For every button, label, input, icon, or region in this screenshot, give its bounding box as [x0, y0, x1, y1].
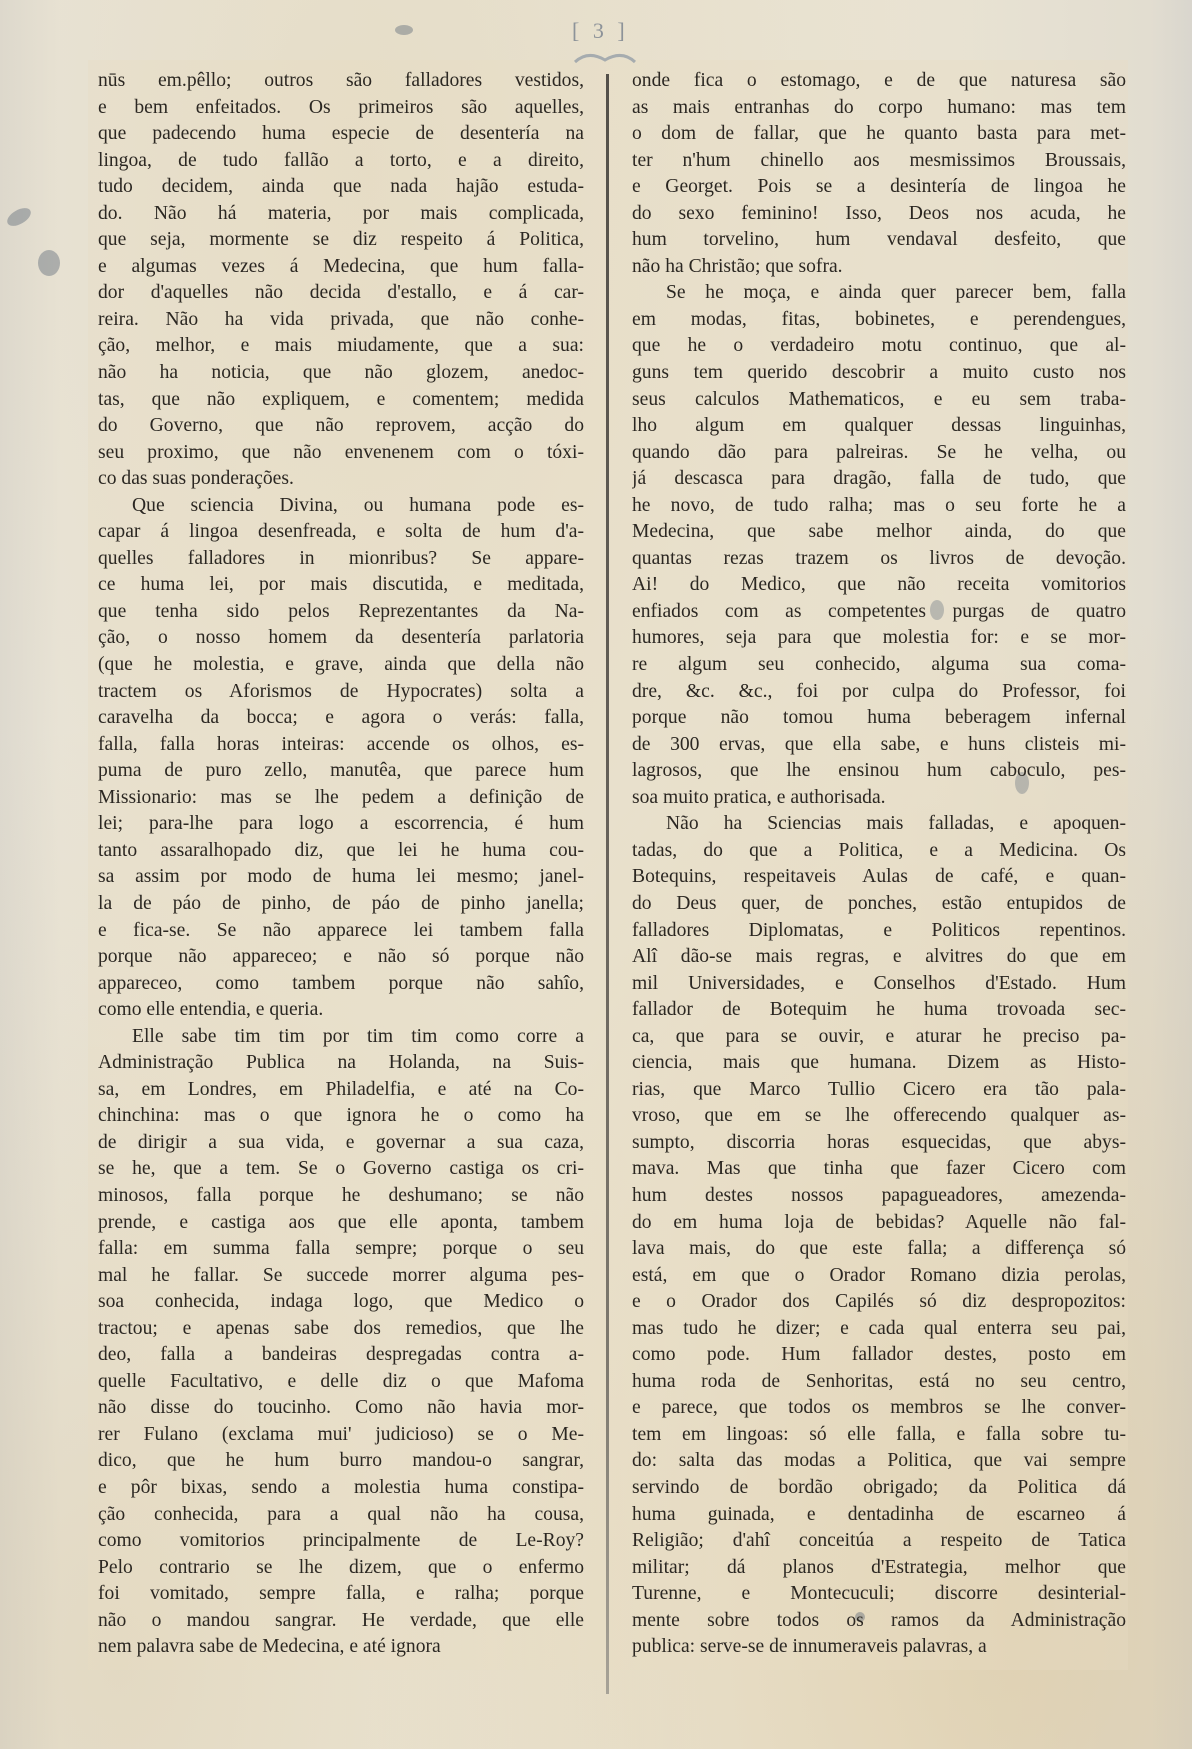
- text-line: porque não appareceo; e não só porque não: [98, 946, 584, 968]
- text-line: ção conhecida, para a qual não ha cousa,: [98, 1503, 584, 1525]
- text-line: lingoa, de tudo fallão a torto, e a direito,: [98, 149, 584, 171]
- text-line: minosos, falla porque he deshumano; se não: [98, 1184, 584, 1206]
- text-line: e bem enfeitados. Os primeiros são aquelles,: [98, 96, 584, 118]
- text-line: quelles falladores in mionribus? Se appare-: [98, 547, 584, 569]
- text-line: ca, que para se ouvir, e aturar he preciso pa-: [632, 1025, 1126, 1047]
- text-line: do sexo feminino! Isso, Deos nos acuda, he: [632, 202, 1126, 224]
- text-line: do Deus quer, de ponches, estão entupidos de: [632, 892, 1126, 914]
- text-line: e fica-se. Se não apparece lei tambem falla: [98, 919, 584, 941]
- text-line: não disse do toucinho. Como não havia mor-: [98, 1397, 584, 1419]
- text-line: mas tudo he dizer; e cada qual enterra seu pai,: [632, 1317, 1126, 1339]
- ink-stain: [4, 204, 34, 229]
- text-line: de dirigir a sua vida, e governar a sua caza,: [98, 1131, 584, 1153]
- text-line: seu proximo, que não envenenem com o tóxi-: [98, 441, 584, 463]
- text-line: publica: serve-se de innumeraveis palavras, a: [632, 1636, 987, 1658]
- text-line: do. Não há materia, por mais complicada,: [98, 202, 584, 224]
- text-line: humores, seja para que molestia for: e se mor-: [632, 627, 1126, 649]
- text-line: servindo de bordão obrigado; da Politica dá: [632, 1476, 1126, 1498]
- text-line: ção, melhor, e mais miudamente, que a sua:: [98, 335, 584, 357]
- text-line: mil Universidades, e Conselhos d'Estado. Hum: [632, 972, 1126, 994]
- text-line: co das suas ponderações.: [98, 468, 294, 490]
- text-line: sa assim por modo de huma lei mesmo; janel-: [98, 866, 584, 888]
- text-line: de 300 ervas, que ella sabe, e huns clisteis mi-: [632, 733, 1126, 755]
- text-line: o dom de fallar, que he quanto basta para met-: [632, 123, 1126, 145]
- text-line: que seja, mormente se diz respeito á Politica,: [98, 229, 584, 251]
- text-line: hum torvelino, hum vendaval desfeito, que: [632, 229, 1126, 251]
- text-line: rias, que Marco Tullio Cicero era tão pala-: [632, 1078, 1126, 1100]
- ink-flourish-icon: [570, 48, 640, 68]
- ink-stain: [395, 25, 413, 35]
- text-line: do: salta das modas a Politica, que vai sempre: [632, 1450, 1126, 1472]
- text-line: já descasca para dragão, falla de tudo, que: [632, 468, 1126, 490]
- text-line: Medecina, que sabe melhor ainda, do que: [632, 521, 1126, 543]
- text-line: não o mandou sangrar. He verdade, que elle: [98, 1609, 584, 1631]
- text-line: reira. Não ha vida privada, que não conhe-: [98, 308, 584, 330]
- text-line: tractou; e apenas sabe dos remedios, que lhe: [98, 1317, 584, 1339]
- text-line: falla: em summa falla sempre; porque o seu: [98, 1238, 584, 1260]
- text-line: hum destes nossos papagueadores, amezenda-: [632, 1184, 1126, 1206]
- text-line: lho algum em qualquer dessas linguinhas,: [632, 415, 1126, 437]
- text-line: vroso, que em se lhe offerecendo qualquer as-: [632, 1105, 1126, 1127]
- text-line: mava. Mas que tinha que fazer Cicero com: [632, 1158, 1126, 1180]
- text-line: Elle sabe tim tim por tim tim como corre a: [132, 1025, 584, 1047]
- column-divider: [606, 74, 609, 1694]
- text-line: falladores Diplomatas, e Politicos repentinos.: [632, 919, 1126, 941]
- text-line: Turenne, e Montecuculi; discorre desinterial-: [632, 1583, 1126, 1605]
- text-line: em modas, fitas, bobinetes, e perendengues,: [632, 308, 1126, 330]
- text-line: tem em lingoas: só elle falla, e falla sobre tu-: [632, 1423, 1126, 1445]
- text-line: e algumas vezes á Medecina, que hum falla-: [98, 255, 584, 277]
- text-line: chinchina: mas o que ignora he o como ha: [98, 1105, 584, 1127]
- text-line: capar á lingoa desenfreada, e solta de hum d'a-: [98, 521, 584, 543]
- text-line: ciencia, mais que humana. Dizem as Histo-: [632, 1052, 1126, 1074]
- text-line: soa conhecida, indaga logo, que Medico o: [98, 1291, 584, 1313]
- text-line: fallador de Botequim he huma trovoada sec-: [632, 999, 1126, 1021]
- text-line: guns tem querido descobrir a muito custo nos: [632, 362, 1126, 384]
- text-line: onde fica o estomago, e de que naturesa são: [632, 70, 1126, 91]
- text-line: deo, falla a bandeiras despregadas contra a-: [98, 1344, 584, 1366]
- text-line: militar; dá planos d'Estrategia, melhor que: [632, 1556, 1126, 1578]
- text-line: e parece, que todos os membros se lhe conver-: [632, 1397, 1126, 1419]
- text-line: (que he molestia, e grave, ainda que della não: [98, 654, 584, 676]
- text-line: soa muito pratica, e authorisada.: [632, 786, 886, 808]
- text-line: tas, que não expliquem, e comentem; medida: [98, 388, 584, 410]
- text-line: Pelo contrario se lhe dizem, que o enfermo: [98, 1556, 584, 1578]
- text-line: dor d'aquelles não decida d'estallo, e á car-: [98, 282, 584, 304]
- text-line: está, em que o Orador Romano dizia perolas,: [632, 1264, 1126, 1286]
- text-line: porque não tomou huma beberagem infernal: [632, 707, 1126, 729]
- text-line: e Georget. Pois se a desintería de lingoa he: [632, 176, 1126, 198]
- text-line: nūs em.pêllo; outros são falladores vestidos,: [98, 70, 584, 91]
- text-line: rer Fulano (exclama mui' judicioso) se o Me-: [98, 1423, 584, 1445]
- text-line: tudo decidem, ainda que nada hajão estuda-: [98, 176, 584, 198]
- page-number: [ 3 ]: [572, 18, 629, 43]
- text-line: prende, e castiga aos que elle aponta, tambem: [98, 1211, 584, 1233]
- text-line: dre, &c. &c., foi por culpa do Professor, foi: [632, 680, 1126, 702]
- text-line: do em huma loja de bebidas? Aquelle não fal-: [632, 1211, 1126, 1233]
- text-line: mal he fallar. Se succede morrer alguma pes-: [98, 1264, 584, 1286]
- text-line: que tenha sido pelos Reprezentantes da Na-: [98, 600, 584, 622]
- text-line: quelle Facultativo, e delle diz o que Mafoma: [98, 1370, 584, 1392]
- text-line: como elle entendia, e queria.: [98, 999, 324, 1021]
- text-line: Missionario: mas se lhe pedem a definição de: [98, 786, 584, 808]
- text-line: re algum seu conhecido, alguma sua coma-: [632, 654, 1126, 676]
- text-line: Ai! do Medico, que não receita vomitorios: [632, 574, 1126, 596]
- text-line: como pode. Hum fallador destes, posto em: [632, 1344, 1126, 1366]
- text-line: caravelha da bocca; e agora o verás: falla,: [98, 707, 584, 729]
- text-line: e pôr bixas, sendo a molestia huma constipa-: [98, 1476, 584, 1498]
- text-line: mente sobre todos os ramos da Administração: [632, 1609, 1126, 1631]
- text-line: la de páo de pinho, de páo de pinho janella;: [98, 892, 584, 914]
- text-line: se he, que a tem. Se o Governo castiga os cri-: [98, 1158, 584, 1180]
- text-line: ter n'hum chinello aos mesmissimos Broussais,: [632, 149, 1126, 171]
- text-line: enfiados com as competentes purgas de quatro: [632, 600, 1126, 622]
- text-line: huma guinada, e dentadinha de escarneo á: [632, 1503, 1126, 1525]
- right-column: [632, 68, 1126, 1661]
- text-line: ce huma lei, por mais discutida, e meditada,: [98, 574, 584, 596]
- text-line: puma de puro zello, manutêa, que parece hum: [98, 760, 584, 782]
- text-line: lava mais, do que este falla; a differença só: [632, 1238, 1126, 1260]
- text-line: Não ha Sciencias mais falladas, e apoquen-: [666, 813, 1126, 835]
- text-line: tanto assaralhopado diz, que lei he huma cou-: [98, 839, 584, 861]
- text-line: Administração Publica na Holanda, na Suis-: [98, 1052, 584, 1074]
- text-line: que he o verdadeiro motu continuo, que al-: [632, 335, 1126, 357]
- text-line: foi vomitado, sempre falla, e ralha; porque: [98, 1583, 584, 1605]
- text-line: Que sciencia Divina, ou humana pode es-: [132, 494, 584, 516]
- text-line: appareceo, como tambem porque não sahîo,: [98, 972, 584, 994]
- left-column: [98, 68, 584, 1661]
- text-line: he novo, de tudo ralha; mas o seu forte he a: [632, 494, 1126, 516]
- text-line: sa, em Londres, em Philadelfia, e até na Co-: [98, 1078, 584, 1100]
- text-line: quando dão para palreiras. Se he velha, ou: [632, 441, 1126, 463]
- text-line: não ha noticia, que não glozem, anedoc-: [98, 362, 584, 384]
- text-line: que padecendo huma especie de desentería na: [98, 123, 584, 145]
- text-line: huma roda de Senhoritas, está no seu centro,: [632, 1370, 1126, 1392]
- text-line: como vomitorios principalmente de Le-Roy?: [98, 1530, 584, 1552]
- ink-stain: [38, 250, 60, 276]
- text-line: Botequins, respeitaveis Aulas de café, e quan-: [632, 866, 1126, 888]
- text-line: tadas, do que a Politica, e a Medicina. Os: [632, 839, 1126, 861]
- text-line: e o Orador dos Capilés só diz despropozitos:: [632, 1291, 1126, 1313]
- text-line: Religião; d'ahî conceitúa a respeito de Tatica: [632, 1530, 1126, 1552]
- text-line: dico, que he hum burro mandou-o sangrar,: [98, 1450, 584, 1472]
- text-line: lei; para-lhe para logo a escorrencia, é hum: [98, 813, 584, 835]
- text-line: tractem os Aforismos de Hypocrates) solta a: [98, 680, 584, 702]
- text-line: lagrosos, que lhe ensinou hum caboculo, pes-: [632, 760, 1126, 782]
- text-line: do Governo, que não reprovem, acção do: [98, 415, 584, 437]
- text-line: Alî dão-se mais regras, e alvitres do que em: [632, 946, 1126, 968]
- text-line: as mais entranhas do corpo humano: mas tem: [632, 96, 1126, 118]
- text-line: nem palavra sabe de Medecina, e até ignora: [98, 1636, 441, 1658]
- text-line: sumpto, discorria horas esquecidas, que abys-: [632, 1131, 1126, 1153]
- text-line: falla, falla horas inteiras: accende os olhos, es-: [98, 733, 584, 755]
- text-line: Se he moça, e ainda quer parecer bem, falla: [666, 282, 1126, 304]
- text-line: não ha Christão; que sofra.: [632, 255, 843, 277]
- text-line: quantas rezas trazem os livros de devoção.: [632, 547, 1126, 569]
- text-line: ção, o nosso homem da desentería parlatoria: [98, 627, 584, 649]
- text-line: seus calculos Mathematicos, e eu sem traba-: [632, 388, 1126, 410]
